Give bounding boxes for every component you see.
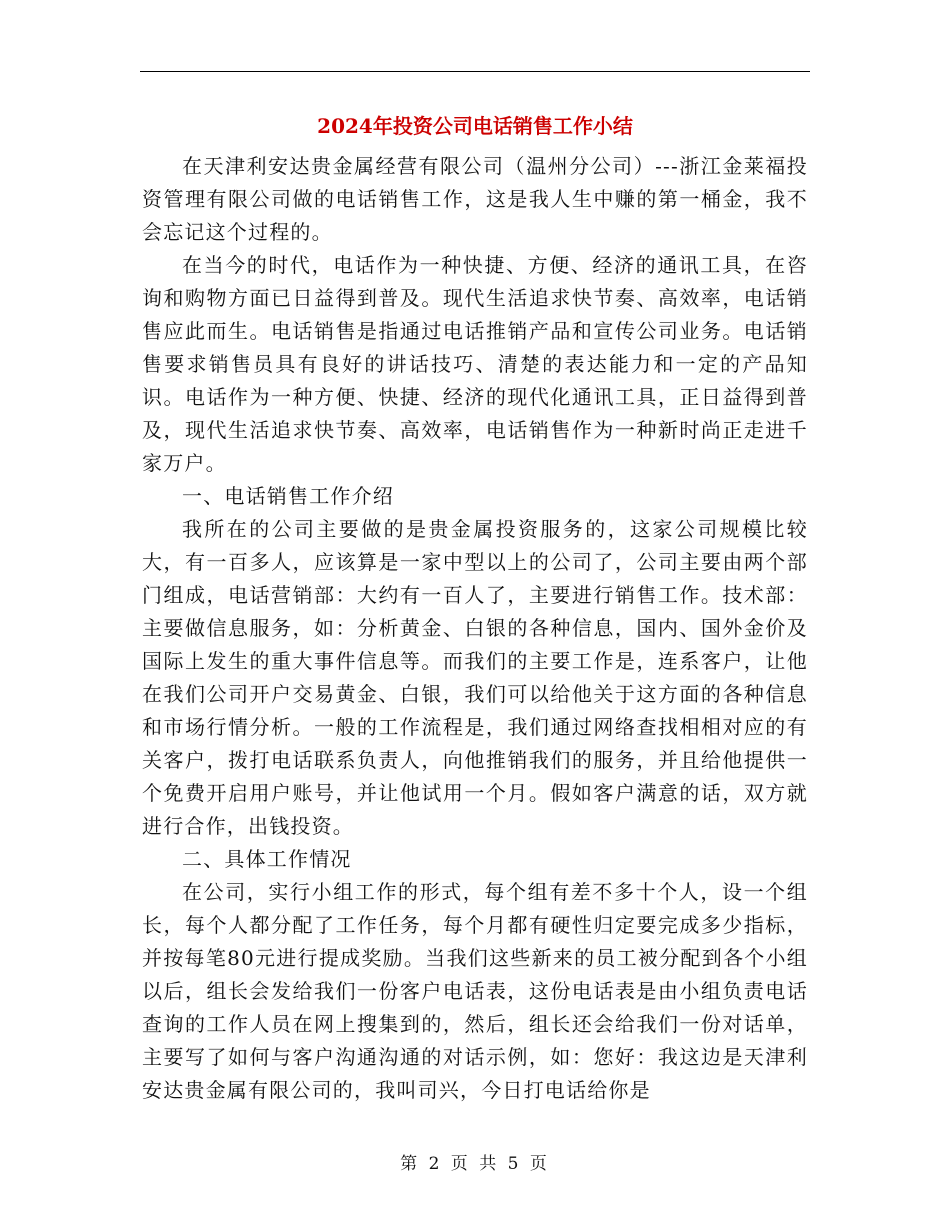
paragraph-company: 我所在的公司主要做的是贵金属投资服务的，这家公司规模比较大，有一百多人，应该算是一家中型以上的公司了，公司主要由两个部门组成，电话营销部：大约有一百人了，主要进行销售工作。技术部：主要做信息服务，如：分析黄金、白银的各种信息，国内、国外金价及国际上发生的重大事件信息等。而我们的主要工作是，连系客户，让他在我们公司开户交易黄金、白银，我们可以给他关于这方面的各种信息和市场行情分析。一般的工作流程是，我们通过网络查找相相对应的有关客户，拨打电话联系负责人，向他推销我们的服务，并且给他提供一个免费开启用户账号，并让他试用一个月。假如客户满意的话，双方就进行合作，出钱投资。 (142, 517, 808, 838)
paragraph-background: 在当今的时代，电话作为一种快捷、方便、经济的通讯工具，在咨询和购物方面已日益得到普及。现代生活追求快节奏、高效率，电话销售应此而生。电话销售是指通过电话推销产品和宣传公司业务。电话销售要求销售员具有良好的讲话技巧、清楚的表达能力和一定的产品知识。电话作为一种方便、快捷、经济的现代化通讯工具，正日益得到普及，现代生活追求快节奏、高效率，电话销售作为一种新时尚正走进千家万户。 (142, 253, 808, 475)
document-title: 2024年投资公司电话销售工作小结 (317, 114, 633, 138)
paragraph-intro: 在天津利安达贵金属经营有限公司（温州分公司）---浙江金莱福投资管理有限公司做的电话销售工作，这是我人生中赚的第一桶金，我不会忘记这个过程的。 (142, 154, 808, 244)
paragraph-work-details: 在公司，实行小组工作的形式，每个组有差不多十个人，设一个组长，每个人都分配了工作任务，每个月都有硬性归定要完成多少指标，并按每笔80元进行提成奖励。当我们这些新来的员工被分配到各个小组以后，组长会发给我们一份客户电话表，这份电话表是由小组负责电话查询的工作人员在网上搜集到的，然后，组长还会给我们一份对话单，主要写了如何与客户沟通沟通的对话示例，如：您好：我这边是天津利安达贵金属有限公司的，我叫司兴，今日打电话给你是 (142, 880, 808, 1102)
document-body (142, 150, 808, 1107)
header-rule (140, 71, 810, 72)
page-footer: 第 2 页 共 5 页 (400, 1154, 550, 1174)
section-heading-intro: 一、电话销售工作介绍 (182, 484, 394, 508)
section-heading-work: 二、具体工作情况 (182, 847, 352, 871)
